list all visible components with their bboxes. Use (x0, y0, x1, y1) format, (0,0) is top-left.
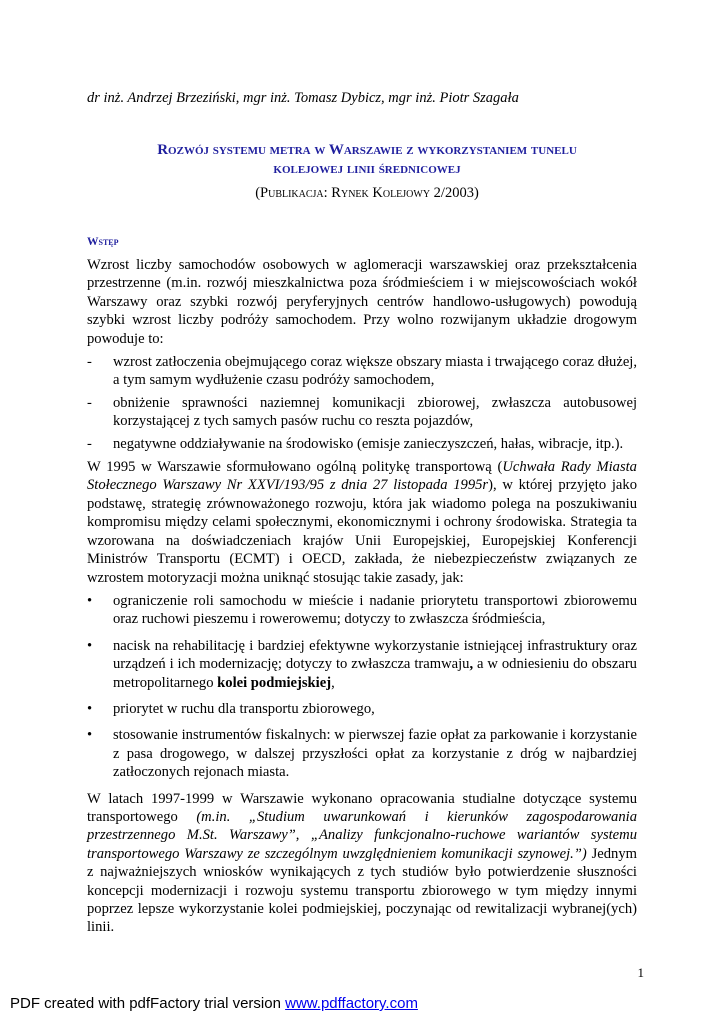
dash-list (87, 353, 637, 453)
dash-marker: - (87, 354, 92, 371)
list-item: - obniżenie sprawności naziemnej komunikacji zbiorowej, zwłaszcza autobusowej korzystającej z tych samych pasów ruchu co reszta pojazdów, (87, 394, 637, 430)
paragraph-intro: Wzrost liczby samochodów osobowych w aglomeracji warszawskiej oraz przekształcenia przestrzenne (m.in. rozwój mieszkalnictwa poza śródmieściem i w miejscowościach wokół Warszawy oraz szybki rozwój peryferyjnych centrów handlowo-usługowych) powodują szybki wzrost liczby podróży samochodem. Przy wolno rozwijanym układzie drogowym powoduje to: (87, 257, 637, 347)
footer-link[interactable]: www.pdffactory.com (285, 995, 418, 1012)
resolution-citation: Uchwała Rady Miasta Stołecznego Warszawy Nr XXVI/193/95 z dnia 27 listopada 1995r (87, 459, 637, 494)
pdf-footer (10, 995, 418, 1012)
paragraph-policy: W 1995 w Warszawie sformułowano ogólną politykę transportową (Uchwała Rady Miasta Stołecznego Warszawy Nr XXVI/193/95 z dnia 27 listopada 1995r), w której przyjęto jako podstawę, strategię zrównoważonego rozwoju, która jak wiadomo polega na poszukiwaniu kompromisu między celami społecznymi, ekonomicznymi i ochrony środowiska. Strategia ta wzorowana na doświadczeniach krajów Unii Europejskiej, Europejskiej Konferencji Ministrów Transportu (ECMT) i OECD, zakłada, że niebezpieczeństw związanych ze wzrostem motoryzacji można uniknąć stosując takie zasady, jak: (87, 459, 637, 586)
list-item: • ograniczenie roli samochodu w mieście i nadanie priorytetu transportowi zbiorowemu oraz ruchowi pieszemu i rowerowemu; dotyczy to zwłaszcza śródmieścia, (87, 592, 637, 628)
footer-text: PDF created with pdfFactory trial version (10, 995, 286, 1012)
list-item: • priorytet w ruchu dla transportu zbiorowego, (87, 700, 375, 717)
section-heading: Wstęp (87, 236, 119, 248)
bold-term: kolei podmiejskiej (217, 674, 332, 691)
article-title (87, 141, 647, 179)
dash-marker: - (87, 435, 92, 452)
bullet-marker: • (87, 592, 93, 609)
list-item: - negatywne oddziaływanie na środowisko (emisje zanieczyszczeń, hałas, wibracje, itp.). (87, 435, 624, 452)
list-item: • nacisk na rehabilitację i bardziej efektywne wykorzystanie istniejącej infrastruktury oraz urządzeń i ich modernizację; dotyczy to zwłaszcza tramwaju, a w odniesieniu do obszaru metropolitarnego kolei podmiejskiej, (87, 637, 637, 691)
bullet-list (87, 592, 637, 782)
bullet-marker: • (87, 700, 93, 717)
document-body (87, 256, 637, 942)
bullet-marker: • (87, 637, 93, 654)
title-line-2: kolejowej linii średnicowej (273, 161, 461, 177)
authors-line: dr inż. Andrzej Brzeziński, mgr inż. Tomasz Dybicz, mgr inż. Piotr Szagała (87, 90, 519, 106)
title-line-1: Rozwój systemu metra w Warszawie z wykorzystaniem tunelu (157, 142, 577, 158)
studies-citation: (m.in. „Studium uwarunkowań i kierunków zagospodarowania przestrzennego M.St. Warszawy”, „Analizy funkcjonalno-ruchowe wariantów systemu transportowego Warszawy ze szczególnym uwzględnieniem komunikacji szynowej.”) (87, 808, 638, 862)
dash-marker: - (87, 394, 92, 411)
paragraph-studies: W latach 1997-1999 w Warszawie wykonano opracowania studialne dotyczące systemu transportowego (m.in. „Studium uwarunkowań i kierunków zagospodarowania przestrzennego M.St. Warszawy”, „Analizy funkcjonalno-ruchowe wariantów systemu transportowego Warszawy ze szczególnym uwzględnieniem komunikacji szynowej.”) Jednym z najważniejszych wniosków wynikających z tych studiów było potwierdzenie słuszności koncepcji modernizacji i rozwoju systemu transportu zbiorowego w tym między innymi poprzez lepsze wykorzystanie kolei podmiejskiej, poczynając od rewitalizacji wybranej(ych) linii. (87, 790, 638, 936)
list-item: • stosowanie instrumentów fiskalnych: w pierwszej fazie opłat za parkowanie i korzystanie z pasa drogowego, w dalszej przyszłości opłat za korzystanie z dróg w najbardziej zatłoczonych rejonach miasta. (87, 727, 637, 781)
page-number: 1 (637, 965, 644, 980)
list-item: - wzrost zatłoczenia obejmującego coraz większe obszary miasta i trwającego coraz dłużej, a tym samym wydłużenie czasu podróży samochodem, (87, 354, 637, 389)
publication-note: (Publikacja: Rynek Kolejowy 2/2003) (255, 185, 479, 201)
bullet-marker: • (87, 727, 93, 744)
